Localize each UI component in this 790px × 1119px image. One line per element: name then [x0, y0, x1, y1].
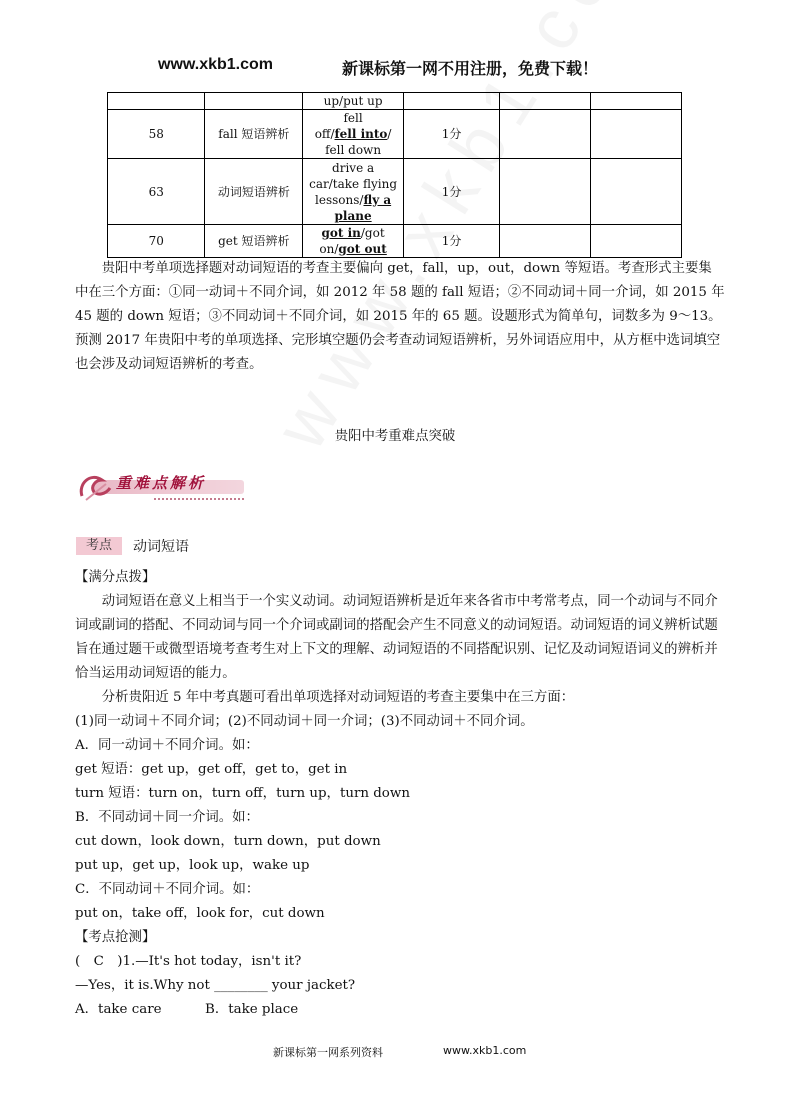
- cell-empty: [500, 110, 591, 159]
- answer-text: fell down: [325, 143, 382, 157]
- point-label: 动词短语: [133, 539, 189, 555]
- answer-key: got out: [338, 242, 387, 256]
- example-line: turn 短语：turn on，turn off，turn up，turn down: [75, 786, 410, 801]
- banner-dots: [154, 498, 244, 500]
- option-b: B．take place: [205, 1002, 299, 1017]
- cell-score: 1分: [403, 110, 499, 159]
- heading-tips: 【满分点拨】: [75, 570, 156, 585]
- paragraph: (1)同一动词＋不同介词；(2)不同动词＋同一介词；(3)不同动词＋不同介词。: [75, 714, 534, 729]
- item-b: B．不同动词＋同一介词。如：: [75, 810, 259, 825]
- cell-empty: [500, 159, 591, 225]
- footer-link[interactable]: www.xkb1.com: [443, 1044, 527, 1057]
- answer-text: lessons/: [315, 192, 364, 207]
- answer-text: off/: [314, 127, 335, 141]
- section-banner: [76, 466, 246, 506]
- cell-topic: get 短语辨析: [205, 225, 303, 258]
- phrase-table: [107, 92, 682, 258]
- cell-empty: [591, 110, 682, 159]
- options-line: [75, 998, 725, 1022]
- answer-text: car/take flying: [309, 176, 398, 191]
- item-c: C．不同动词＋不同介词。如：: [75, 882, 260, 897]
- cell-no: 58: [108, 110, 205, 159]
- cell-score: [403, 93, 499, 110]
- intro-paragraph: 贵阳中考单项选择题对动词短语的考查主要偏向 get，fall，up，out，down 等短语。考查形式主要集中在三个方面：①同一动词＋不同介词，如 2012 年 58 题的 fall 短语；②不同动词＋同一介词，如 2015 年 45 题的 down 短语；③不同动词＋不同介词，如 2015 年的 65 题。设题形式为简单句，词数多为 9～13。预测 2017 年贵阳中考的单项选择、完形填空题仍会考查动词短语辨析，另外词语应用中，从方框中选词填空也会涉及动词短语辨析的考查。: [75, 261, 725, 372]
- answer-text: drive a: [332, 160, 375, 175]
- question-line: ( C )1.—It's hot today，isn't it?: [75, 954, 302, 969]
- answer-key: fly a: [363, 192, 392, 207]
- cell-topic: [205, 93, 303, 110]
- cell-empty: [500, 225, 591, 258]
- cell-score: 1分: [403, 225, 499, 258]
- question-line: —Yes，it is.Why not ________ your jacket?: [75, 978, 356, 993]
- table-row: [108, 159, 682, 225]
- answer-text: fell: [343, 111, 363, 125]
- heading-practice: 【考点抢测】: [75, 930, 156, 945]
- section-title: 贵阳中考重难点突破: [334, 429, 456, 444]
- content-body: [75, 566, 725, 1022]
- cell-empty: [591, 159, 682, 225]
- cell-topic: fall 短语辨析: [205, 110, 303, 159]
- cell-no: 63: [108, 159, 205, 225]
- cell-answer: [303, 225, 404, 258]
- answer-text: /: [387, 127, 392, 141]
- table-row: [108, 225, 682, 258]
- cell-answer: [303, 159, 404, 225]
- footer-left: 新课标第一网系列资料: [273, 1046, 383, 1059]
- answer-key: plane: [334, 208, 372, 223]
- cell-topic: 动词短语辨析: [205, 159, 303, 225]
- cell-empty: [591, 225, 682, 258]
- cell-empty: [591, 93, 682, 110]
- answer-text: up/put up: [323, 94, 383, 108]
- swirl-icon: [76, 466, 116, 506]
- example-line: cut down，look down，turn down，put down: [75, 834, 381, 849]
- cell-empty: [500, 93, 591, 110]
- answer-key: got in: [321, 226, 361, 240]
- example-line: get 短语：get up，get off，get to，get in: [75, 762, 348, 777]
- option-a: A．take care: [75, 1002, 162, 1017]
- header-slogan: 新课标第一网不用注册，免费下载！: [342, 59, 599, 78]
- answer-text: /got: [360, 226, 385, 240]
- table-row: [108, 93, 682, 110]
- point-tag: 考点: [76, 537, 122, 555]
- cell-answer: [303, 93, 404, 110]
- table-row: [108, 110, 682, 159]
- cell-score: 1分: [403, 159, 499, 225]
- banner-title: 重难点解析: [116, 474, 207, 492]
- example-line: put up，get up，look up，wake up: [75, 858, 310, 873]
- example-line: put on，take off，look for，cut down: [75, 906, 325, 921]
- answer-key: fell into: [334, 127, 388, 141]
- paragraph: 动词短语在意义上相当于一个实义动词。动词短语辨析是近年来各省市中考常考点，同一个动词与不同介词或副词的搭配、不同动词与同一个介词或副词的搭配会产生不同意义的动词短语。动词短语的词义辨析试题旨在通过题干或微型语境考查考生对上下文的理解、动词短语的不同搭配识别、记忆及动词短语词义的辨析并恰当运用动词短语的能力。: [75, 594, 718, 681]
- paragraph: 分析贵阳近 5 年中考真题可看出单项选择对动词短语的考查主要集中在三方面：: [101, 690, 575, 705]
- answer-text: on/: [319, 242, 339, 256]
- cell-answer: [303, 110, 404, 159]
- item-a: A．同一动词＋不同介词。如：: [75, 738, 259, 753]
- cell-no: [108, 93, 205, 110]
- header-site[interactable]: www.xkb1.com: [158, 56, 273, 73]
- cell-no: 70: [108, 225, 205, 258]
